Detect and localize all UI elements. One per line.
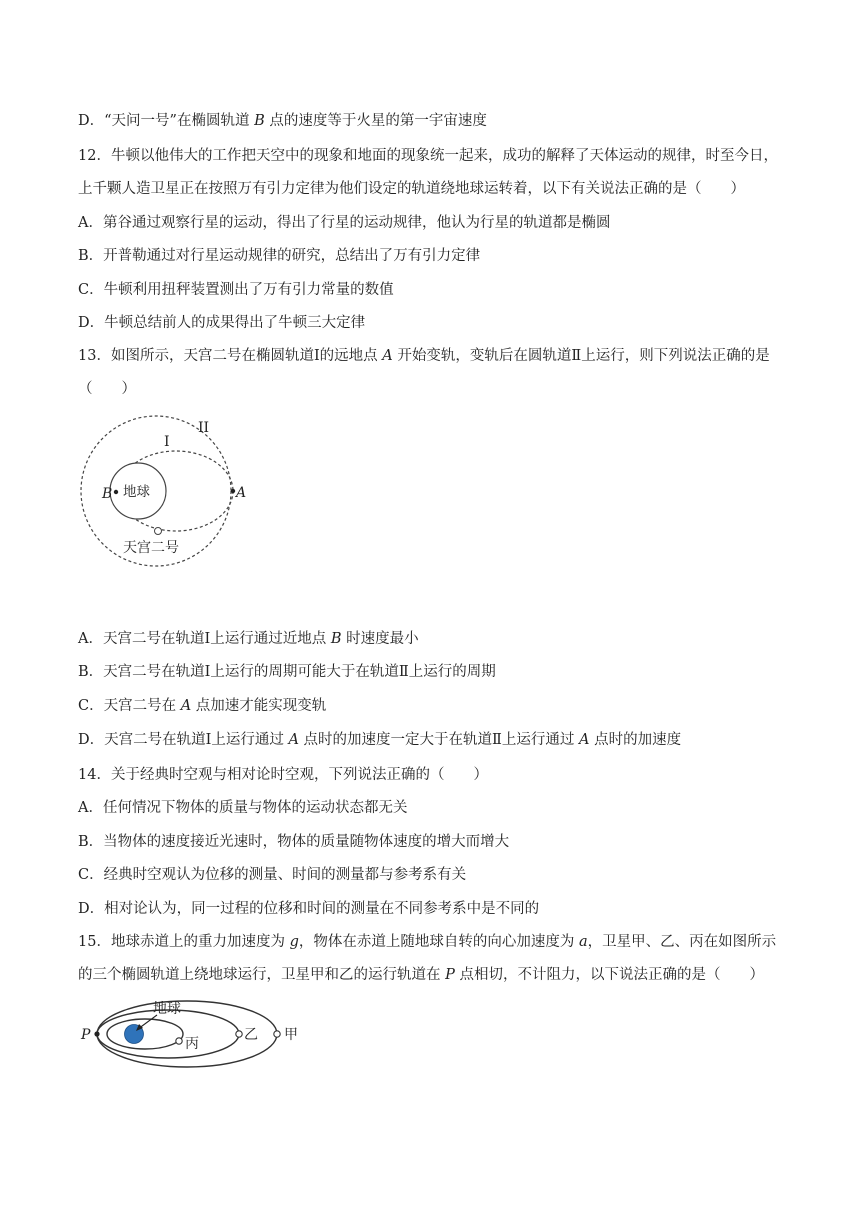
- q14-option-a: A．任何情况下物体的质量与物体的运动状态都无关: [78, 800, 408, 816]
- point-a-dot: [231, 489, 235, 493]
- point-b-dot: [114, 490, 118, 494]
- station-marker: [155, 528, 162, 535]
- q12-option-c: C．牛顿利用扭秤装置测出了万有引力常量的数值: [78, 282, 394, 298]
- q12-stem: 12．牛顿以他伟大的工作把天空中的现象和地面的现象统一起来，成功的解释了天体运动的规律，时至今日，上千颗人造卫星正在按照万有引力定律为他们设定的轨道绕地球运转着，以下有关说法正确的是（ ）: [78, 148, 778, 197]
- label-station: 天宫二号: [123, 540, 179, 556]
- q13-option-d: D．天宫二号在轨道Ⅰ上运行通过 A 点时的加速度一定大于在轨道Ⅱ上运行通过 A 点时的加速度: [78, 732, 682, 748]
- label-earth: 地球: [123, 484, 150, 500]
- label-a: A: [236, 485, 247, 501]
- label-b: B: [102, 486, 113, 502]
- q14-option-b: B．当物体的速度接近光速时，物体的质量随物体速度的增大而增大: [78, 834, 510, 850]
- q14-stem: 14．关于经典时空观与相对论时空观，下列说法正确的（ ）: [78, 767, 488, 783]
- q15-orbit-figure: [78, 998, 308, 1083]
- q13-option-b: B．天宫二号在轨道Ⅰ上运行的周期可能大于在轨道Ⅱ上运行的周期: [78, 664, 496, 680]
- q12-option-d: D．牛顿总结前人的成果得出了牛顿三大定律: [78, 315, 366, 331]
- q13-stem: 13．如图所示，天宫二号在椭圆轨道Ⅰ的远地点 A 开始变轨，变轨后在圆轨道Ⅱ上运行，则下列说法正确的是（ ）: [78, 348, 770, 397]
- q15-stem: 15．地球赤道上的重力加速度为 g，物体在赤道上随地球自转的向心加速度为 a，卫星甲、乙、丙在如图所示的三个椭圆轨道上绕地球运行，卫星甲和乙的运行轨道在 P 点相切，不计阻力，以下说法正确的是（ ）: [78, 934, 777, 983]
- q14-option-d: D．相对论认为，同一过程的位移和时间的测量在不同参考系中是不同的: [78, 901, 540, 917]
- label-jia: 甲: [284, 1027, 298, 1043]
- label-p: P: [81, 1027, 91, 1043]
- satellite-yi: [236, 1031, 242, 1037]
- q12-option-a: A．第谷通过观察行星的运动，得出了行星的运动规律，他认为行星的轨道都是椭圆: [78, 215, 611, 231]
- q14-option-c: C．经典时空观认为位移的测量、时间的测量都与参考系有关: [78, 867, 467, 883]
- label-orbit-i: I: [164, 434, 170, 450]
- label-yi: 乙: [244, 1027, 258, 1043]
- satellite-jia: [274, 1031, 280, 1037]
- label-earth-15: 地球: [153, 1001, 181, 1017]
- label-orbit-ii: II: [198, 420, 210, 436]
- label-bing: 丙: [185, 1036, 199, 1052]
- orbit-yi: [97, 1010, 239, 1058]
- q12-option-b: B．开普勒通过对行星运动规律的研究，总结出了万有引力定律: [78, 248, 481, 264]
- q13-orbit-figure: [78, 415, 258, 565]
- point-p-dot: [94, 1031, 99, 1036]
- q13-option-a: A．天宫二号在轨道Ⅰ上运行通过近地点 B 时速度最小: [78, 631, 419, 647]
- q11-option-d: D．“天问一号”在椭圆轨道 B 点的速度等于火星的第一宇宙速度: [78, 113, 487, 129]
- satellite-bing: [176, 1038, 182, 1044]
- q13-option-c: C．天宫二号在 A 点加速才能实现变轨: [78, 698, 327, 714]
